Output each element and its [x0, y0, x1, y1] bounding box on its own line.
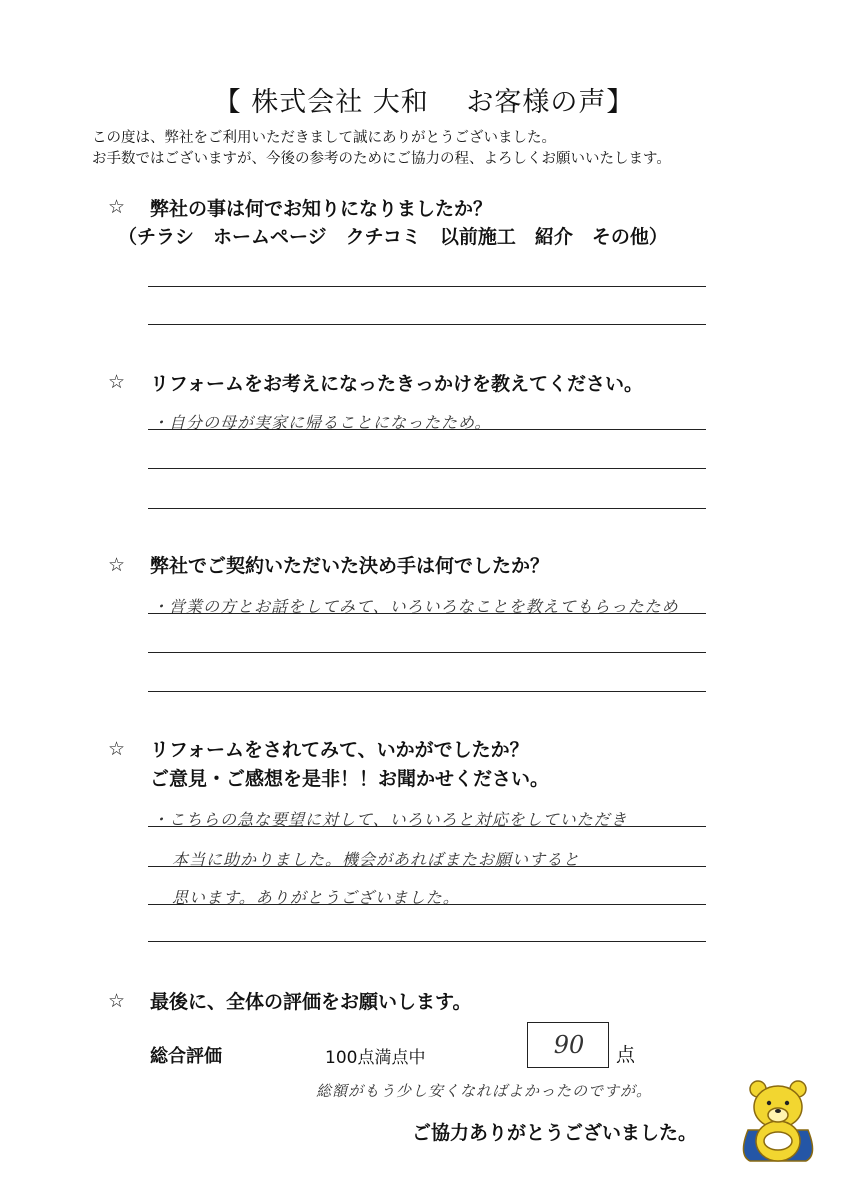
answer-line — [148, 941, 706, 942]
question-1-options: （チラシ ホームページ クチコミ 以前施工 紹介 その他） — [118, 226, 668, 248]
rating-scale: 100点満点中 — [325, 1048, 426, 1068]
bear-eye-left — [767, 1101, 771, 1105]
question-2: リフォームをお考えになったきっかけを教えてください。 — [150, 373, 644, 395]
answer-line — [148, 866, 706, 867]
answer-line — [148, 691, 706, 692]
star-icon: ☆ — [108, 990, 126, 1012]
answer-line — [148, 324, 706, 325]
answer-line — [148, 904, 706, 905]
score-unit: 点 — [616, 1044, 636, 1066]
bear-mascot — [743, 1081, 812, 1161]
question-4: リフォームをされてみて、いかがでしたか？ — [150, 739, 529, 761]
page-title: 【 株式会社 大和 お客様の声】 — [213, 87, 635, 118]
score-box — [527, 1022, 609, 1068]
star-icon: ☆ — [108, 196, 126, 218]
answer-2-line-1: ・自分の母が実家に帰ることになったため。 — [152, 413, 492, 432]
question-5: 最後に、全体の評価をお願いします。 — [150, 991, 472, 1013]
answer-3-line-1: ・営業の方とお話をしてみて、いろいろなことを教えてもらったため — [152, 597, 679, 616]
star-icon: ☆ — [108, 554, 126, 576]
answer-4-line-1: ・こちらの急な要望に対して、いろいろと対応をしていただき — [152, 810, 628, 829]
question-4-sub: ご意見・ご感想を是非！！お聞かせください。 — [150, 768, 550, 790]
answer-line — [148, 652, 706, 653]
answer-4-line-3: 思います。ありがとうございました。 — [172, 888, 460, 907]
answer-line — [148, 286, 706, 287]
intro-line-1: この度は、弊社をご利用いただきまして誠にありがとうございました。 — [92, 130, 556, 146]
star-icon: ☆ — [108, 738, 126, 760]
score-value: 90 — [553, 1031, 585, 1059]
bear-mascot-icon — [728, 1075, 828, 1165]
answer-line — [148, 468, 706, 469]
star-icon: ☆ — [108, 371, 126, 393]
bear-belly-item — [764, 1132, 792, 1150]
answer-line — [148, 613, 706, 614]
bear-eye-right — [785, 1101, 789, 1105]
bear-nose — [775, 1109, 781, 1113]
question-3: 弊社でご契約いただいた決め手は何でしたか？ — [150, 555, 550, 577]
answer-line — [148, 508, 706, 509]
answer-line — [148, 429, 706, 430]
rating-comment: 総額がもう少し安くなればよかったのですが。 — [316, 1082, 653, 1100]
question-1: 弊社の事は何でお知りになりましたか？ — [150, 198, 493, 220]
intro-line-2: お手数ではございますが、今後の参考のためにご協力の程、よろしくお願いいたします。 — [92, 151, 671, 167]
answer-line — [148, 826, 706, 827]
answer-4-line-2: 本当に助かりました。機会があればまたお願いすると — [172, 850, 581, 869]
rating-label: 総合評価 — [150, 1046, 222, 1067]
thanks-message: ご協力ありがとうございました。 — [412, 1122, 698, 1144]
